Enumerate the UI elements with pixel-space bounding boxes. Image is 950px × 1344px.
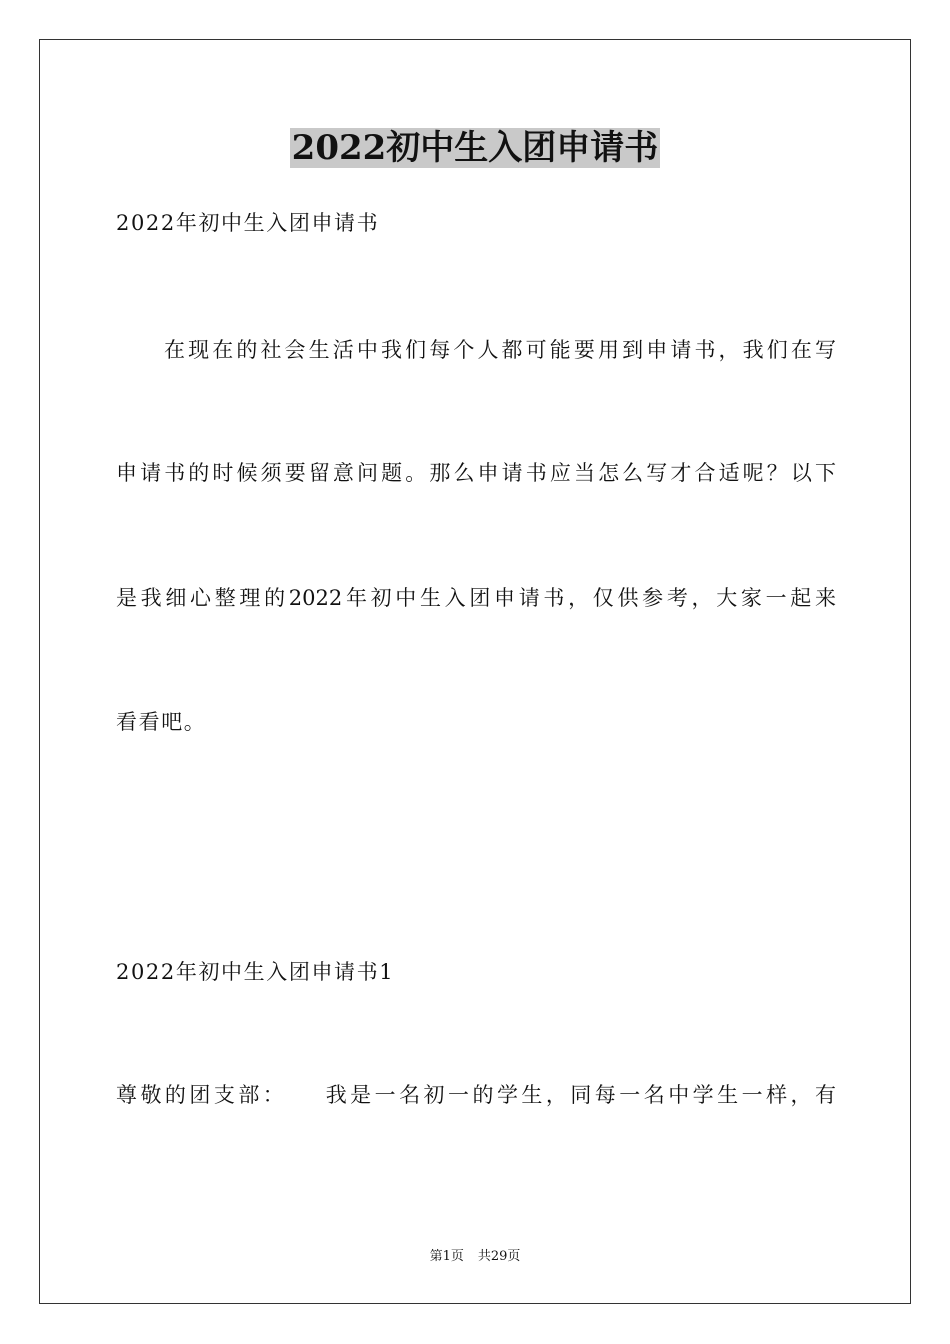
page-number: 第1页 [429,1249,464,1264]
document-subtitle: 2022年初中生入团申请书 [116,211,380,235]
intro-line-2: 申请书的时候须要留意问题。那么申请书应当怎么写才合适呢？以下 [116,461,836,485]
page-total: 共29页 [477,1249,521,1264]
intro-line-1: 在现在的社会生活中我们每个人都可能要用到申请书，我们在写 [164,338,836,362]
intro-line-3: 是我细心整理的2022年初中生入团申请书，仅供参考，大家一起来 [116,586,836,610]
page-footer [0,1248,950,1266]
document-title-text: 2022初中生入团申请书 [291,128,659,168]
body-line-1: 尊敬的团支部： 我是一名初一的学生，同每一名中学生一样，有 [116,1083,836,1107]
section-heading: 2022年初中生入团申请书1 [116,960,395,984]
document-title [0,128,950,168]
intro-line-4: 看看吧。 [116,710,207,734]
